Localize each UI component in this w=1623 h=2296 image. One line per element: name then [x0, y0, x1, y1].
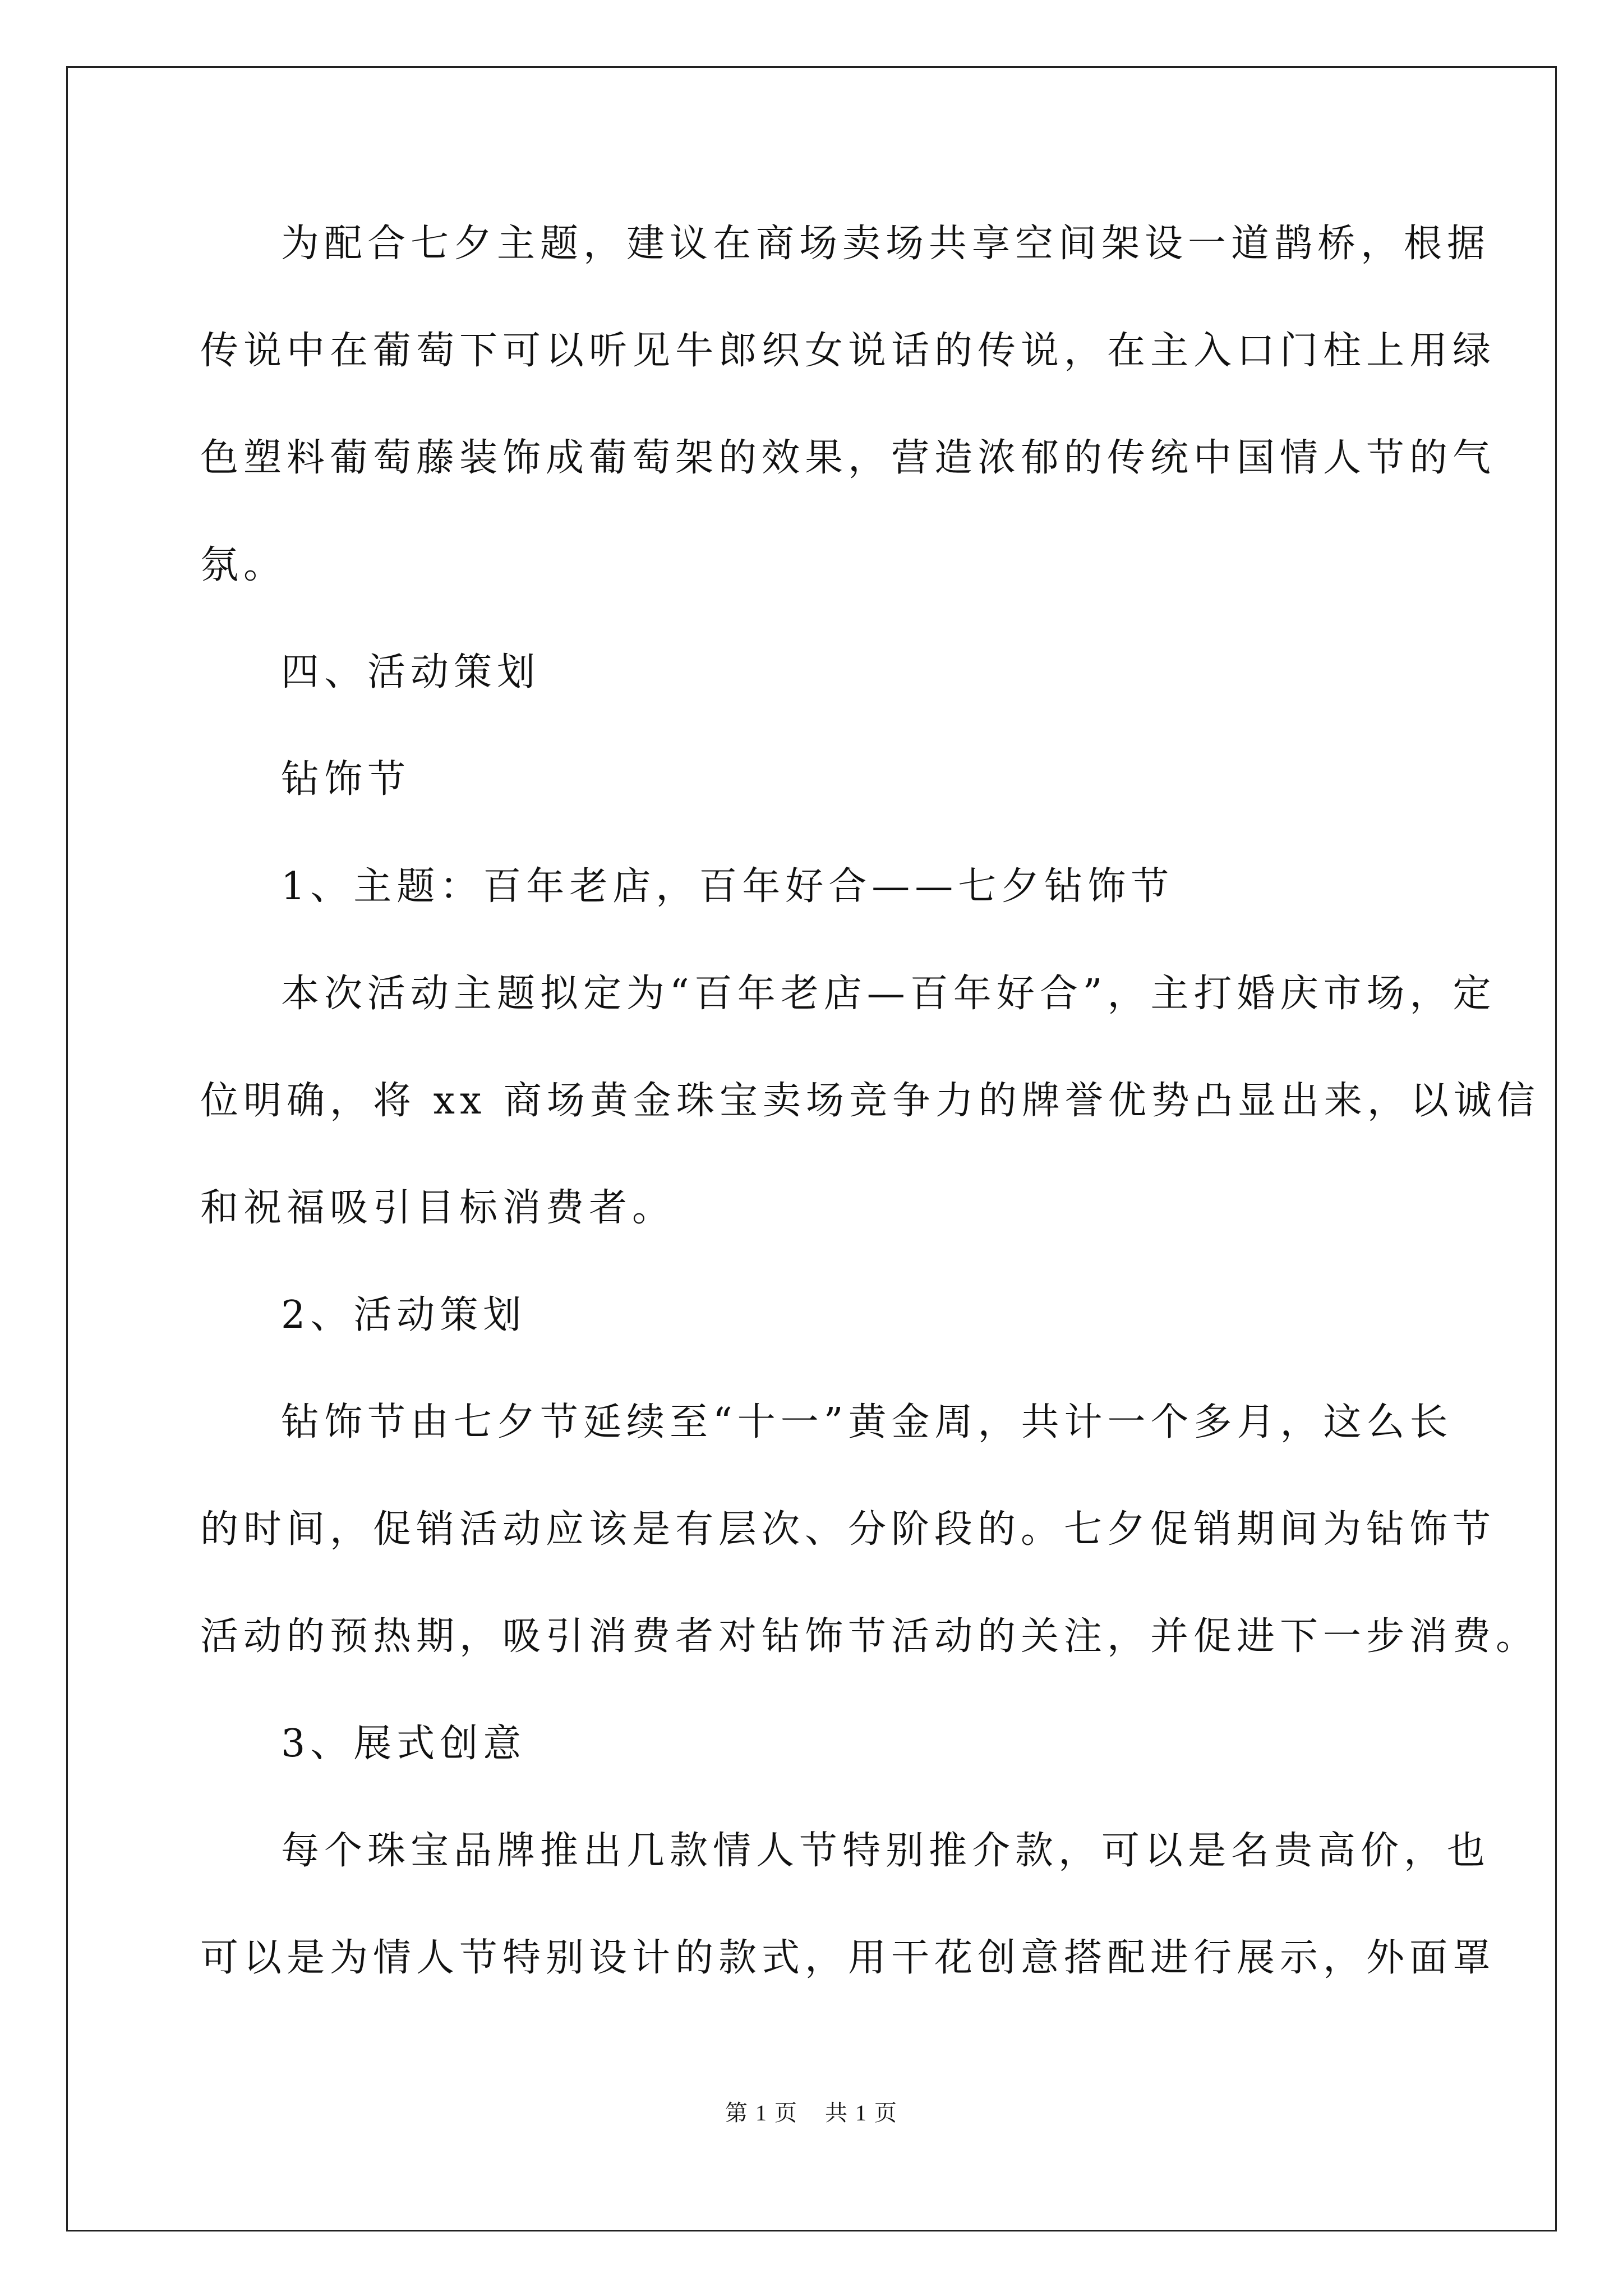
- section-heading: 四、活动策划: [281, 650, 541, 694]
- page-number-footer: 第 1 页 共 1 页: [725, 2100, 898, 2125]
- paragraph-line: 传说中在葡萄下可以听见牛郎织女说话的传说，在主入口门柱上用绿: [200, 329, 1496, 373]
- item-heading: 2、活动策划: [281, 1293, 527, 1337]
- paragraph-line: 活动的预热期，吸引消费者对钻饰节活动的关注，并促进下一步消费。: [200, 1614, 1539, 1659]
- subsection-heading: 钻饰节: [281, 757, 411, 802]
- paragraph-line: 和祝福吸引目标消费者。: [200, 1186, 676, 1230]
- paragraph-line: 每个珠宝品牌推出几款情人节特别推介款，可以是名贵高价，也: [281, 1829, 1491, 1873]
- paragraph-line: 可以是为情人节特别设计的款式，用干花创意搭配进行展示，外面罩: [200, 1936, 1496, 1980]
- paragraph-line: 色塑料葡萄藤装饰成葡萄架的效果，营造浓郁的传统中国情人节的气: [200, 436, 1496, 480]
- item-heading: 1、主题：百年老店，百年好合——七夕钻饰节: [281, 864, 1174, 909]
- paragraph-line: 钻饰节由七夕节延续至“十一”黄金周，共计一个多月，这么长: [281, 1400, 1453, 1444]
- paragraph-line: 氛。: [200, 543, 287, 587]
- paragraph-line: 位明确，将 xx 商场黄金珠宝卖场竞争力的牌誉优势凸显出来，以诚信: [200, 1079, 1540, 1123]
- paragraph-line: 的时间，促销活动应该是有层次、分阶段的。七夕促销期间为钻饰节: [200, 1507, 1496, 1552]
- paragraph-line: 为配合七夕主题，建议在商场卖场共享空间架设一道鹊桥，根据: [281, 222, 1491, 266]
- paragraph-line: 本次活动主题拟定为“百年老店—百年好合”，主打婚庆市场，定: [281, 972, 1496, 1016]
- page-border: [66, 66, 1557, 2231]
- item-heading: 3、展式创意: [281, 1722, 527, 1766]
